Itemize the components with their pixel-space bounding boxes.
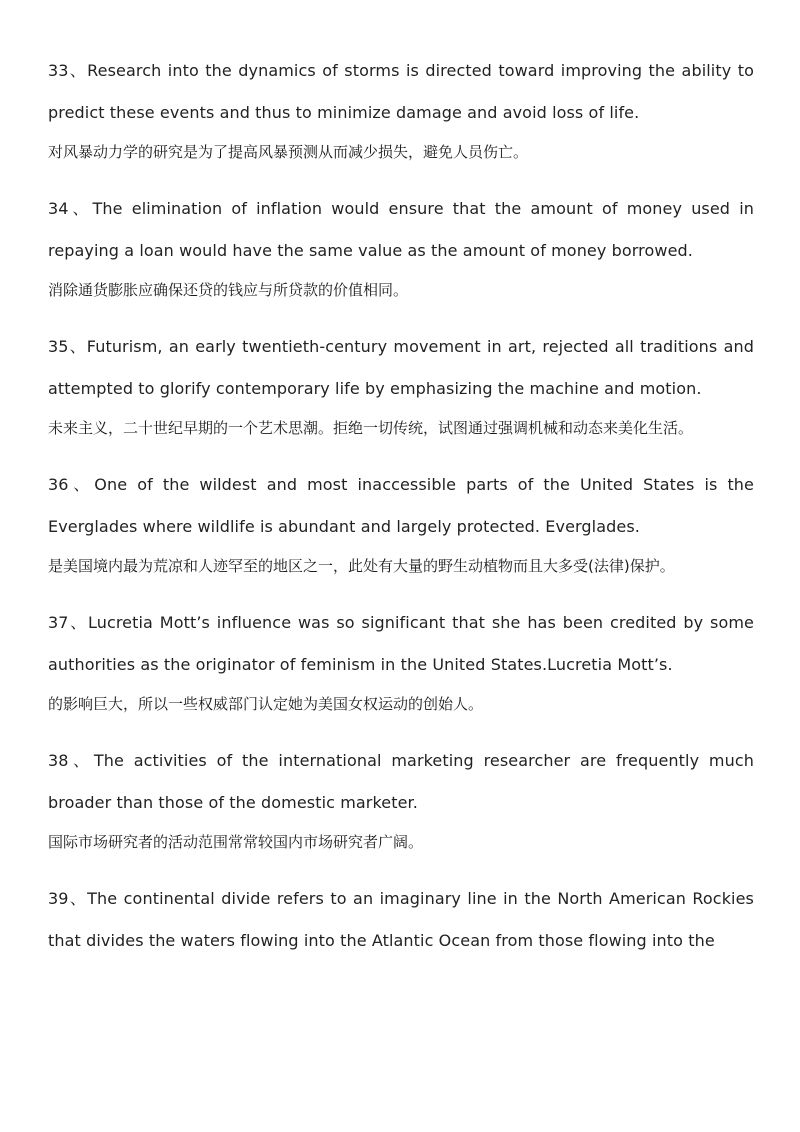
document-page: [48, 50, 754, 980]
english-sentence: 39、The continental divide refers to an imaginary line in the North American Rockies that divides the waters flowing into the Atlantic Ocean from those flowing into the: [48, 889, 754, 950]
sentence-entry-38: [48, 740, 754, 860]
chinese-translation: 对风暴动力学的研究是为了提高风暴预测从而减少损失，避免人员伤亡。: [48, 143, 529, 161]
chinese-translation: 消除通货膨胀应确保还贷的钱应与所贷款的价值相同。: [48, 281, 409, 299]
chinese-translation: 是美国境内最为荒凉和人迹罕至的地区之一，此处有大量的野生动植物而且大多受(法律)保护。: [48, 557, 675, 575]
chinese-translation: 未来主义，二十世纪早期的一个艺术思潮。拒绝一切传统，试图通过强调机械和动态来美化生活。: [48, 419, 694, 437]
sentence-entry-34: [48, 188, 754, 308]
sentence-entry-39: [48, 878, 754, 962]
sentence-entry-37: [48, 602, 754, 722]
english-sentence: 37、Lucretia Mott’s influence was so significant that she has been credited by some authorities as the originator of feminism in the United States.Lucretia Mott’s.: [48, 613, 754, 674]
sentence-entry-33: [48, 50, 754, 170]
sentence-entry-36: [48, 464, 754, 584]
english-sentence: 34、The elimination of inflation would ensure that the amount of money used in repaying a loan would have the same value as the amount of money borrowed.: [48, 199, 754, 260]
chinese-translation: 的影响巨大，所以一些权威部门认定她为美国女权运动的创始人。: [48, 695, 484, 713]
english-sentence: 33、Research into the dynamics of storms is directed toward improving the ability to predict these events and thus to minimize damage and avoid loss of life.: [48, 61, 754, 122]
english-sentence: 36、One of the wildest and most inaccessible parts of the United States is the Everglades where wildlife is abundant and largely protected. Everglades.: [48, 475, 754, 536]
chinese-translation: 国际市场研究者的活动范围常常较国内市场研究者广阔。: [48, 833, 424, 851]
english-sentence: 35、Futurism, an early twentieth-century movement in art, rejected all traditions and attempted to glorify contemporary life by emphasizing the machine and motion.: [48, 337, 754, 398]
english-sentence: 38、The activities of the international marketing researcher are frequently much broader than those of the domestic marketer.: [48, 751, 754, 812]
sentence-entry-35: [48, 326, 754, 446]
